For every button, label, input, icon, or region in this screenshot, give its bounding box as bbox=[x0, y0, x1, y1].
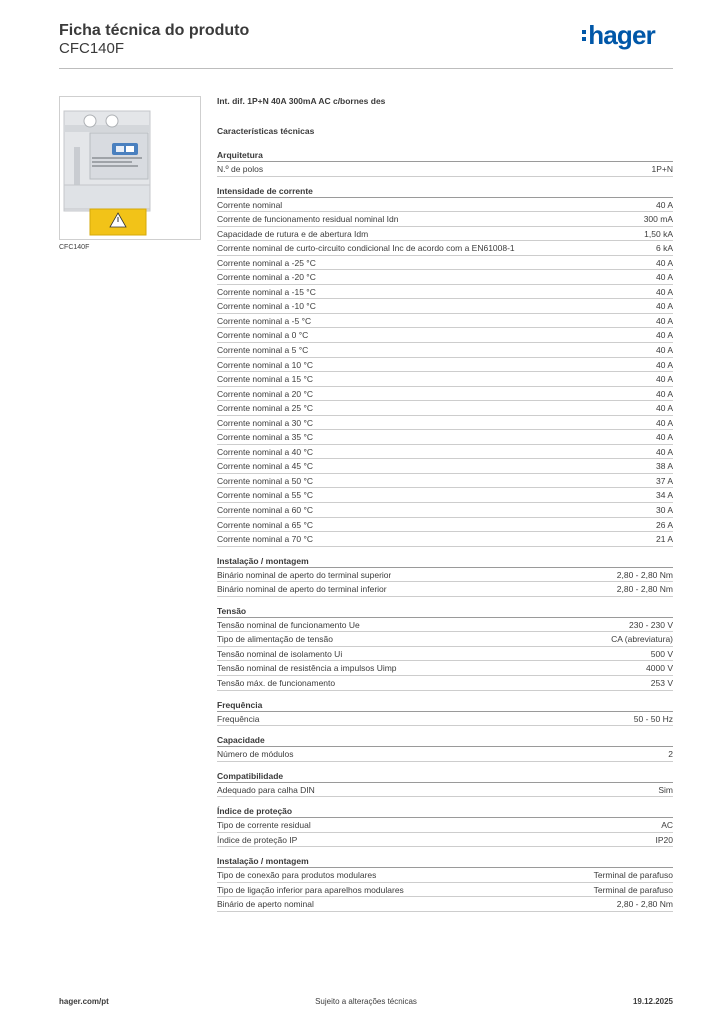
spec-label: Capacidade de rutura e de abertura Idm bbox=[217, 228, 369, 239]
spec-label: Corrente nominal a 0 °C bbox=[217, 330, 309, 341]
spec-value: 40 A bbox=[655, 388, 673, 399]
spec-section bbox=[217, 700, 673, 727]
spec-value: 40 A bbox=[655, 257, 673, 268]
spec-value: 40 A bbox=[655, 286, 673, 297]
spec-section bbox=[217, 806, 673, 847]
spec-value: 21 A bbox=[655, 534, 673, 545]
spec-row bbox=[217, 459, 673, 474]
spec-row bbox=[217, 897, 673, 912]
spec-row bbox=[217, 783, 673, 798]
spec-row bbox=[217, 676, 673, 691]
spec-row bbox=[217, 212, 673, 227]
spec-label: Frequência bbox=[217, 713, 260, 724]
spec-value: 30 A bbox=[655, 505, 673, 516]
spec-value: 230 - 230 V bbox=[629, 619, 673, 630]
spec-value: 40 A bbox=[655, 315, 673, 326]
spec-label: Corrente nominal a 5 °C bbox=[217, 345, 309, 356]
spec-label: Adequado para calha DIN bbox=[217, 784, 315, 795]
spec-row bbox=[217, 568, 673, 583]
spec-row bbox=[217, 833, 673, 848]
spec-label: Binário nominal de aperto do terminal inferior bbox=[217, 584, 387, 595]
spec-label: Corrente nominal a 35 °C bbox=[217, 432, 314, 443]
spec-label: N.º de polos bbox=[217, 164, 264, 174]
spec-row bbox=[217, 518, 673, 533]
spec-sections bbox=[217, 150, 673, 912]
spec-row bbox=[217, 387, 673, 402]
footer-date: 19.12.2025 bbox=[632, 997, 673, 1006]
spec-row bbox=[217, 747, 673, 762]
spec-value: 2,80 - 2,80 Nm bbox=[616, 899, 673, 910]
spec-label: Tipo de ligação inferior para aparelhos modulares bbox=[217, 884, 404, 895]
spec-label: Corrente de funcionamento residual nominal Idn bbox=[217, 214, 399, 225]
spec-label: Corrente nominal a 70 °C bbox=[217, 534, 314, 545]
spec-value: 40 A bbox=[655, 272, 673, 283]
spec-label: Corrente nominal a -20 °C bbox=[217, 272, 316, 283]
spec-label: Tipo de conexão para produtos modulares bbox=[217, 870, 377, 881]
spec-value: 40 A bbox=[655, 330, 673, 341]
spec-row bbox=[217, 372, 673, 387]
spec-row bbox=[217, 618, 673, 633]
spec-value: Terminal de parafuso bbox=[593, 884, 673, 895]
spec-label: Corrente nominal a 65 °C bbox=[217, 519, 314, 530]
spec-label: Corrente nominal a 60 °C bbox=[217, 505, 314, 516]
spec-value: 2 bbox=[668, 749, 673, 760]
spec-row bbox=[217, 314, 673, 329]
section-title: Frequência bbox=[217, 700, 673, 712]
section-title: Compatibilidade bbox=[217, 771, 673, 783]
spec-label: Corrente nominal a 45 °C bbox=[217, 461, 314, 472]
spec-row bbox=[217, 503, 673, 518]
spec-row bbox=[217, 647, 673, 662]
spec-value: 40 A bbox=[655, 403, 673, 414]
spec-row bbox=[217, 582, 673, 597]
spec-row bbox=[217, 883, 673, 898]
spec-section bbox=[217, 856, 673, 912]
spec-label: Corrente nominal a -25 °C bbox=[217, 257, 316, 268]
spec-value: 26 A bbox=[655, 519, 673, 530]
spec-label: Tensão nominal de resistência a impulsos Uimp bbox=[217, 663, 397, 674]
spec-label: Corrente nominal bbox=[217, 199, 283, 210]
spec-row bbox=[217, 818, 673, 833]
circuit-breaker-illustration bbox=[60, 97, 200, 239]
spec-label: Tipo de corrente residual bbox=[217, 820, 311, 831]
spec-section bbox=[217, 771, 673, 798]
section-title: Intensidade de corrente bbox=[217, 186, 673, 198]
spec-row bbox=[217, 198, 673, 213]
spec-row bbox=[217, 661, 673, 676]
spec-label: Corrente nominal a 10 °C bbox=[217, 359, 314, 370]
product-code: CFC140F bbox=[59, 40, 125, 57]
spec-row bbox=[217, 632, 673, 647]
spec-row bbox=[217, 285, 673, 300]
hager-logo bbox=[582, 20, 655, 50]
spec-value: CA (abreviatura) bbox=[611, 634, 673, 645]
spec-value: 2,80 - 2,80 Nm bbox=[616, 584, 673, 595]
spec-label: Corrente nominal a 55 °C bbox=[217, 490, 314, 501]
spec-label: Tensão máx. de funcionamento bbox=[217, 677, 336, 688]
spec-section bbox=[217, 150, 673, 177]
spec-value: AC bbox=[661, 820, 673, 831]
spec-row bbox=[217, 162, 673, 177]
section-title: Instalação / montagem bbox=[217, 556, 673, 568]
spec-value: 1,50 kA bbox=[644, 228, 673, 239]
spec-value: 1P+N bbox=[651, 164, 673, 174]
specifications-panel bbox=[217, 96, 673, 921]
spec-section bbox=[217, 556, 673, 597]
spec-value: 37 A bbox=[655, 475, 673, 486]
section-title: Capacidade bbox=[217, 735, 673, 747]
product-description: Int. dif. 1P+N 40A 300mA AC c/bornes des bbox=[217, 96, 386, 106]
document-title: Ficha técnica do produto bbox=[59, 22, 250, 39]
spec-value: 40 A bbox=[655, 417, 673, 428]
spec-label: Corrente nominal a -10 °C bbox=[217, 301, 316, 312]
spec-section bbox=[217, 735, 673, 762]
spec-value: 40 A bbox=[655, 432, 673, 443]
spec-row bbox=[217, 430, 673, 445]
spec-label: Corrente nominal a 25 °C bbox=[217, 403, 314, 414]
spec-label: Corrente nominal a 40 °C bbox=[217, 446, 314, 457]
section-title: Arquitetura bbox=[217, 150, 673, 162]
spec-label: Corrente nominal a 50 °C bbox=[217, 475, 314, 486]
spec-row bbox=[217, 358, 673, 373]
spec-value: IP20 bbox=[655, 834, 673, 845]
spec-row bbox=[217, 227, 673, 242]
spec-label: Corrente nominal a -15 °C bbox=[217, 286, 316, 297]
spec-row bbox=[217, 445, 673, 460]
spec-value: Terminal de parafuso bbox=[593, 870, 673, 881]
spec-value: 253 V bbox=[650, 677, 673, 688]
spec-row bbox=[217, 868, 673, 883]
product-image-caption: CFC140F bbox=[59, 244, 90, 251]
product-image bbox=[59, 96, 201, 240]
spec-value: 50 - 50 Hz bbox=[633, 713, 673, 724]
spec-section bbox=[217, 606, 673, 691]
spec-row bbox=[217, 328, 673, 343]
spec-row bbox=[217, 712, 673, 727]
spec-label: Tensão nominal de isolamento Ui bbox=[217, 648, 343, 659]
footer-notice: Sujeito a alterações técnicas bbox=[315, 997, 417, 1006]
section-title: Instalação / montagem bbox=[217, 856, 673, 868]
spec-value: 300 mA bbox=[643, 214, 673, 225]
spec-row bbox=[217, 474, 673, 489]
spec-value: 38 A bbox=[655, 461, 673, 472]
spec-value: 40 A bbox=[655, 199, 673, 210]
spec-value: 34 A bbox=[655, 490, 673, 501]
footer-website: hager.com/pt bbox=[59, 997, 109, 1006]
spec-section bbox=[217, 186, 673, 547]
spec-row bbox=[217, 532, 673, 547]
spec-label: Binário de aperto nominal bbox=[217, 899, 314, 910]
spec-label: Número de módulos bbox=[217, 749, 294, 760]
spec-label: Corrente nominal a -5 °C bbox=[217, 315, 312, 326]
spec-label: Corrente nominal a 20 °C bbox=[217, 388, 314, 399]
spec-value: 6 kA bbox=[655, 243, 673, 254]
spec-label: Índice de proteção IP bbox=[217, 834, 298, 845]
logo-colon-icon bbox=[582, 30, 586, 41]
page-header bbox=[59, 20, 673, 69]
spec-row bbox=[217, 343, 673, 358]
spec-label: Binário nominal de aperto do terminal superior bbox=[217, 569, 392, 580]
spec-value: 40 A bbox=[655, 374, 673, 385]
spec-row bbox=[217, 256, 673, 271]
spec-row bbox=[217, 241, 673, 256]
spec-label: Corrente nominal de curto-circuito condicional Inc de acordo com a EN61008-1 bbox=[217, 243, 515, 254]
specs-heading: Características técnicas bbox=[217, 126, 315, 136]
spec-value: 4000 V bbox=[646, 663, 673, 674]
spec-row bbox=[217, 416, 673, 431]
spec-value: 500 V bbox=[650, 648, 673, 659]
spec-value: Sim bbox=[658, 784, 673, 795]
logo-text: hager bbox=[588, 20, 655, 50]
spec-row bbox=[217, 488, 673, 503]
page-footer bbox=[59, 997, 673, 1009]
spec-value: 40 A bbox=[655, 359, 673, 370]
spec-row bbox=[217, 401, 673, 416]
spec-label: Corrente nominal a 30 °C bbox=[217, 417, 314, 428]
spec-row bbox=[217, 299, 673, 314]
section-title: Tensão bbox=[217, 606, 673, 618]
spec-value: 40 A bbox=[655, 345, 673, 356]
spec-label: Corrente nominal a 15 °C bbox=[217, 374, 314, 385]
section-title: Índice de proteção bbox=[217, 806, 673, 818]
spec-row bbox=[217, 270, 673, 285]
spec-value: 2,80 - 2,80 Nm bbox=[616, 569, 673, 580]
spec-label: Tipo de alimentação de tensão bbox=[217, 634, 333, 645]
spec-value: 40 A bbox=[655, 301, 673, 312]
spec-label: Tensão nominal de funcionamento Ue bbox=[217, 619, 360, 630]
spec-value: 40 A bbox=[655, 446, 673, 457]
